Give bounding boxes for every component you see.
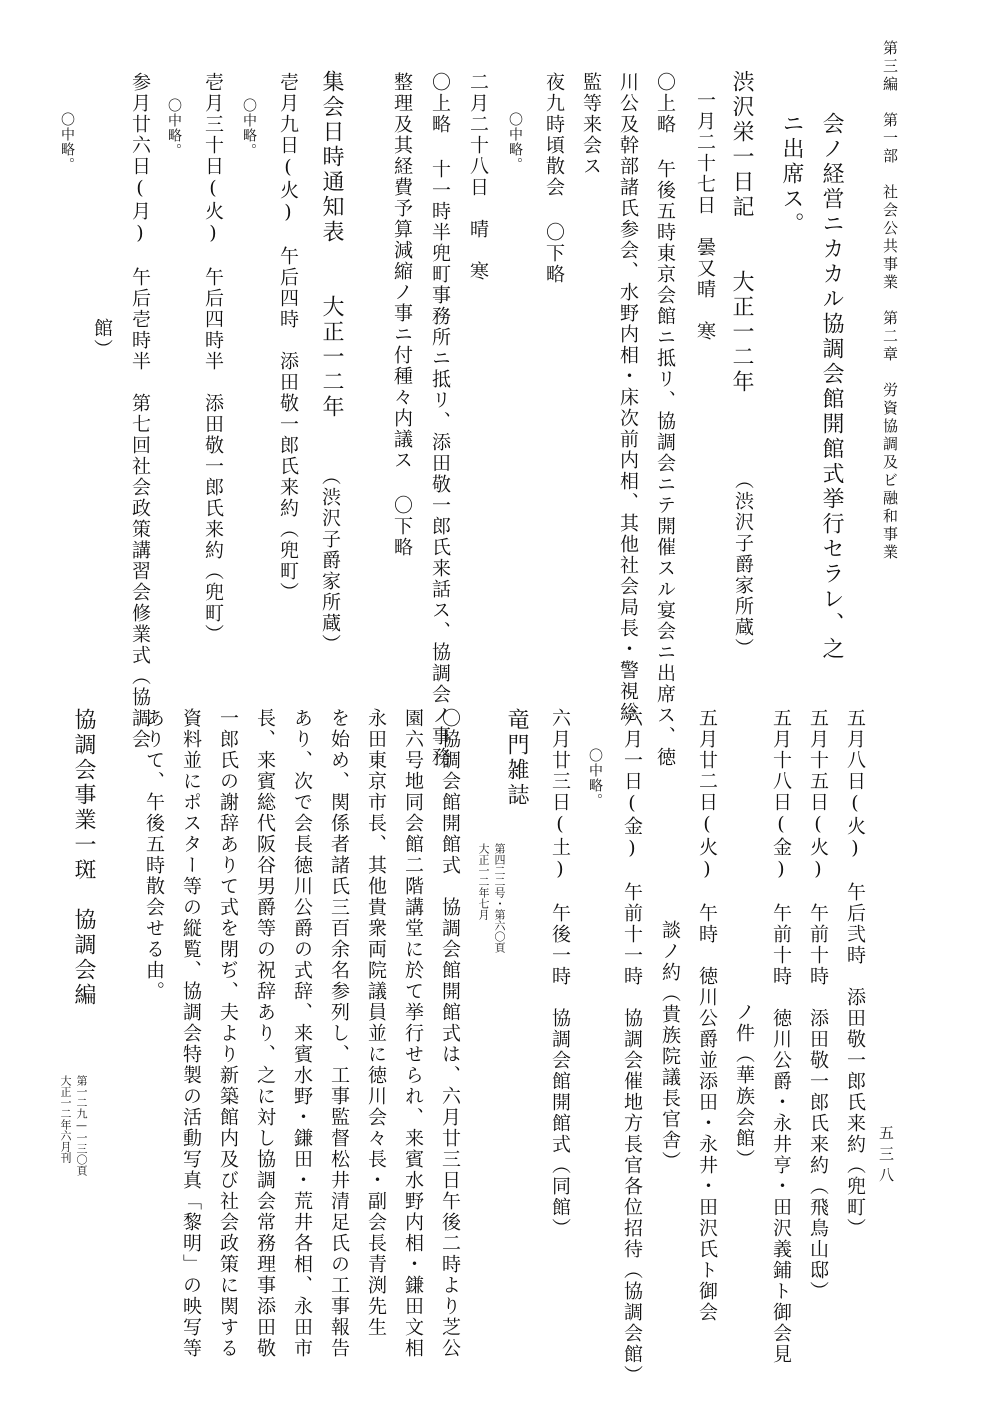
article-line-5: あり、次で会長徳川公爵の式辞、来賓水野・鎌田・荒井各相、永田市 bbox=[291, 708, 313, 1359]
diary-title: 渋沢栄一日記 大正一二年 bbox=[729, 70, 754, 395]
jan27-text-4: 夜九時頃散会 〇下略 bbox=[543, 72, 565, 285]
article-line-9: ありて、午後五時散会せる由。 bbox=[143, 708, 165, 1002]
omission-1: 〇中略。 bbox=[507, 112, 523, 172]
omission-3: 〇中略。 bbox=[166, 98, 182, 158]
schedule-source: （渋沢子爵家所蔵） bbox=[319, 466, 341, 655]
schedule-may8: 五月八日(火) 午后弐時 添田敬一郎氏来約（兜町） bbox=[844, 708, 866, 1239]
running-title: 第三編 第一部 社会公共事業 第二章 労資協調及ビ融和事業 bbox=[881, 40, 899, 562]
schedule-entry-3-cont: 館） bbox=[91, 318, 113, 360]
date-feb28: 二月二十八日 晴 寒 bbox=[467, 72, 489, 282]
jan27-text-1: 〇上略 午後五時東京会館ニ抵リ、協調会ニテ開催スル宴会ニ出席ス、徳 bbox=[654, 72, 676, 768]
article-line-6: 長、来賓総代阪谷男爵等の祝辞あり、之に対し協調会常務理事添田敬 bbox=[254, 708, 276, 1359]
book-ref-1: 第一二九—一三〇頁 bbox=[75, 1075, 88, 1176]
omission-5: 〇中略。 bbox=[587, 748, 603, 808]
schedule-title: 集会日時通知表 大正一二年 bbox=[319, 70, 344, 420]
schedule-may22-cont: 談ノ約（貴族院議長官舎） bbox=[659, 920, 681, 1172]
omission-4: 〇中略。 bbox=[59, 112, 75, 172]
book-ref-2: 大正一二年六月刊 bbox=[59, 1075, 72, 1163]
page-number: 五三八 bbox=[877, 1125, 895, 1188]
schedule-entry-1: 壱月九日(火) 午后四時 添田敬一郎氏来約（兜町） bbox=[277, 72, 299, 603]
article-line-3: 永田東京市長、其他貴衆両院議員並に徳川会々長・副会長青渕先生 bbox=[365, 708, 387, 1338]
magazine-ref-2: 大正一二年七月 bbox=[477, 843, 490, 920]
omission-2: 〇中略。 bbox=[241, 98, 257, 158]
article-line-8: 資料並にポスター等の縦覧、協調会特製の活動写真「黎明」の映写等 bbox=[180, 708, 202, 1359]
schedule-may18-cont: ノ件（華族会館） bbox=[733, 1002, 755, 1170]
article-line-1: 〇協調会館開館式 協調会館開館式は、六月廿三日午後二時より芝公 bbox=[439, 708, 461, 1359]
jan27-text-2: 川公及幹部諸氏参会、水野内相・床次前内相、其他社会局長・警視総 bbox=[617, 72, 639, 723]
intro-line-2: ニ出席ス。 bbox=[779, 112, 804, 237]
feb28-text-2: 整理及其経費予算減縮ノ事ニ付種々内議ス 〇下略 bbox=[391, 72, 413, 558]
book-title: 協調会事業一斑 協調会編 bbox=[71, 708, 96, 1008]
magazine-ref-1: 第四二二号・第六〇頁 bbox=[493, 843, 506, 953]
article-line-2: 園六号地同会館二階講堂に於て挙行せられ、来賓水野内相・鎌田文相 bbox=[402, 708, 424, 1359]
schedule-may22: 五月廿二日(火) 午時 徳川公爵並添田・永井・田沢氏ト御会 bbox=[696, 708, 718, 1323]
schedule-may15: 五月十五日(火) 午前十時 添田敬一郎氏来約（飛鳥山邸） bbox=[807, 708, 829, 1302]
article-line-4: を始め、関係者諸氏三百余名参列し、工事監督松井清足氏の工事報告 bbox=[328, 708, 350, 1359]
schedule-jun1: 六月一日(金) 午前十一時 協調会催地方長官各位招待（協調会館） bbox=[621, 708, 643, 1386]
date-jan27: 一月二十七日 曇又晴 寒 bbox=[694, 90, 716, 342]
feb28-text-1: 〇上略 十一時半兜町事務所ニ抵リ、添田敬一郎氏来話ス、協調会ノ事務 bbox=[429, 72, 451, 768]
article-line-7: 一郎氏の謝辞ありて式を閉ぢ、夫より新築館内及び社会政策に関する bbox=[217, 708, 239, 1359]
schedule-entry-3: 参月廿六日(月) 午后壱時半 第七回社会政策講習会修業式（協調会 bbox=[129, 72, 151, 750]
schedule-entry-2: 壱月三十日(火) 午后四時半 添田敬一郎氏来約（兜町） bbox=[202, 72, 224, 645]
schedule-jun23: 六月廿三日(土) 午後一時 協調会館開館式（同館） bbox=[549, 708, 571, 1239]
intro-line-1: 会ノ経営ニカカル協調会館開館式挙行セラレ、之 bbox=[819, 112, 844, 662]
diary-source: （渋沢子爵家所蔵） bbox=[732, 470, 754, 659]
jan27-text-3: 監等来会ス bbox=[580, 72, 602, 177]
magazine-title: 竜門雑誌 bbox=[504, 708, 529, 808]
schedule-may18: 五月十八日(金) 午前十時 徳川公爵・永井亨・田沢義鋪ト御会見 bbox=[770, 708, 792, 1365]
